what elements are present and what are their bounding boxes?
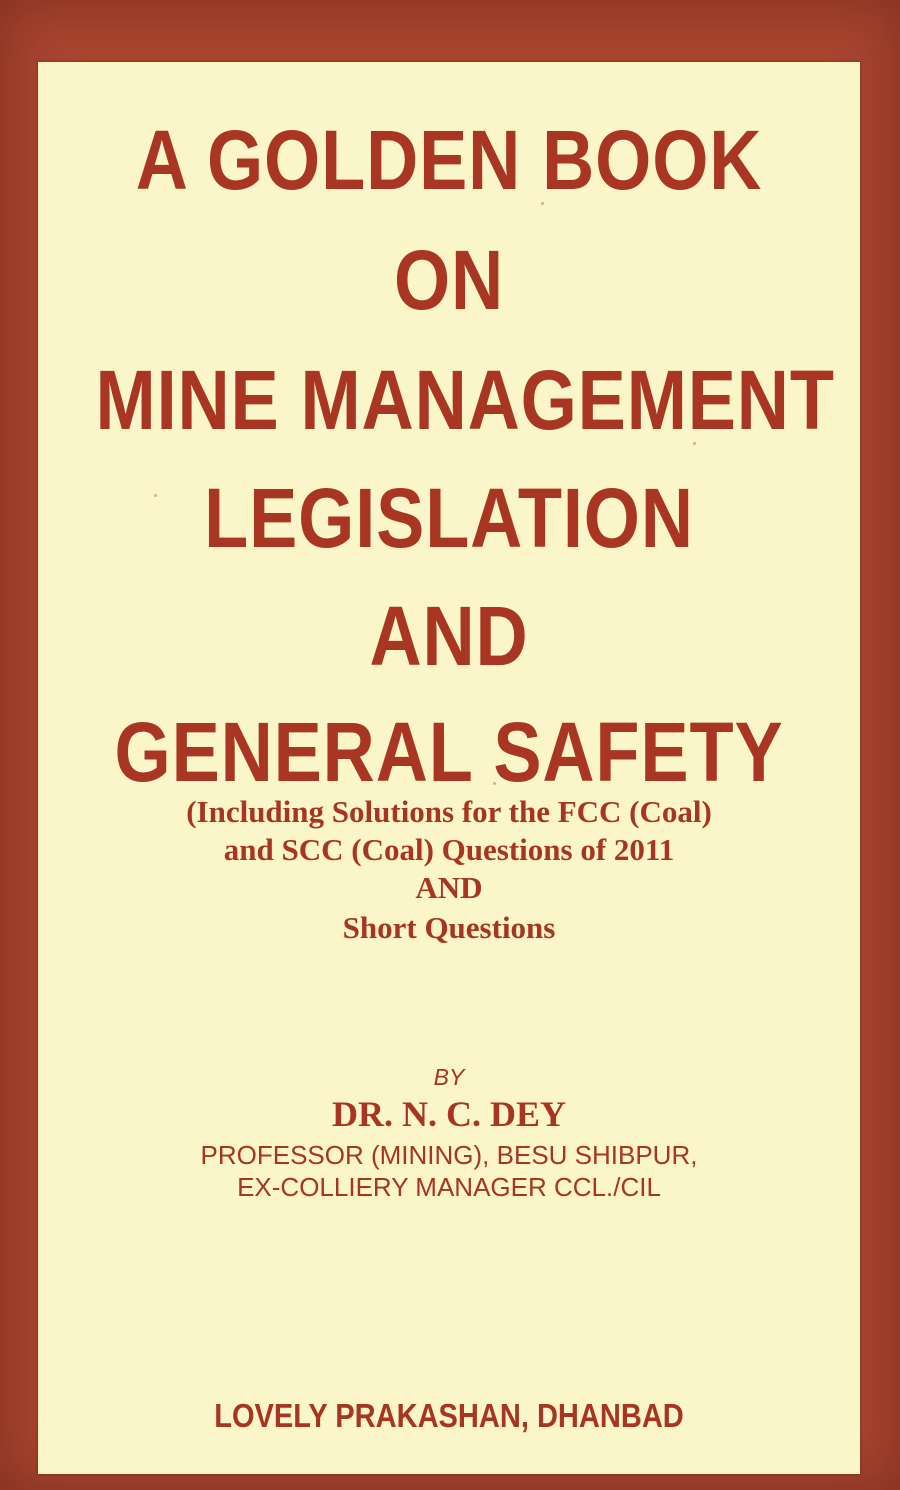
- paper-speck: [541, 202, 544, 205]
- paper-speck: [693, 442, 696, 445]
- title-line-1: A GOLDEN BOOK: [135, 113, 763, 207]
- title-line-4: LEGISLATION: [204, 471, 694, 565]
- title-line-5: AND: [369, 589, 529, 683]
- author-affiliation-line-2: EX-COLLIERY MANAGER CCL./CIL: [237, 1172, 661, 1202]
- author-affiliation-line-1: PROFESSOR (MINING), BESU SHIBPUR,: [200, 1140, 698, 1170]
- title-line-3: MINE MANAGEMENT: [95, 353, 835, 447]
- cover-panel: [38, 62, 860, 1474]
- subtitle-line-2: and SCC (Coal) Questions of 2011: [223, 832, 675, 867]
- subtitle-line-4: Short Questions: [342, 910, 556, 945]
- author-name: DR. N. C. DEY: [332, 1094, 566, 1134]
- title-line-2: ON: [393, 233, 505, 327]
- title-line-6: GENERAL SAFETY: [114, 705, 784, 799]
- subtitle-line-3: AND: [415, 870, 483, 905]
- paper-speck: [493, 782, 496, 785]
- publisher-name: LOVELY PRAKASHAN, DHANBAD: [214, 1397, 684, 1434]
- by-label: BY: [433, 1064, 465, 1090]
- paper-speck: [154, 494, 157, 497]
- subtitle-line-1: (Including Solutions for the FCC (Coal): [186, 794, 712, 829]
